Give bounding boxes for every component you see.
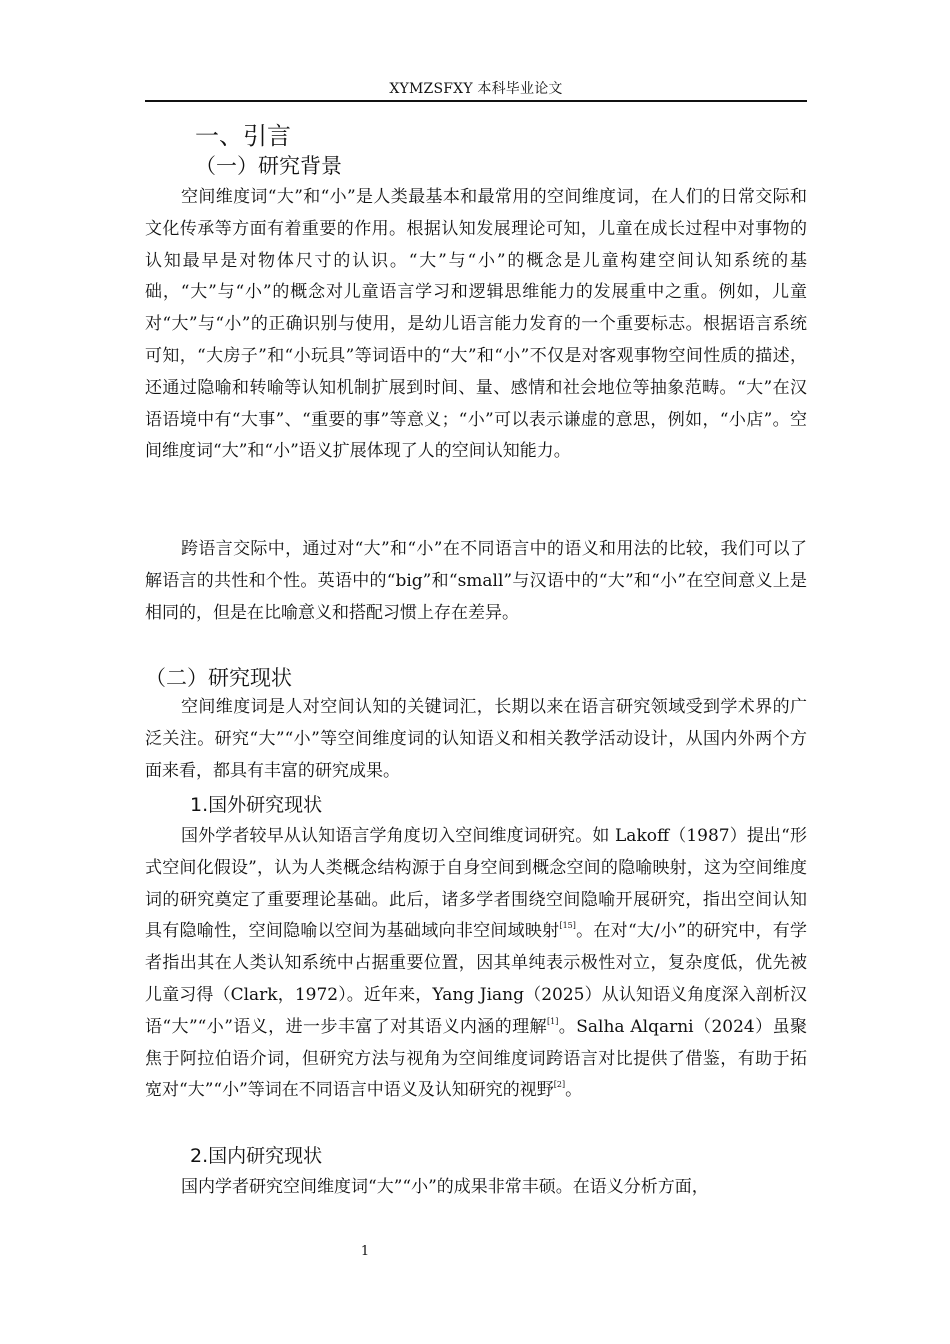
domestic-paragraph-1: 国内学者研究空间维度词“大”“小”的成果非常丰硕。在语义分析方面， [181, 1177, 709, 1197]
status-paragraph-1: 空间维度词是人对空间认知的关键词汇，长期以来在语言研究领域受到学术界的广泛关注。研究“大”“小”等空间维度词的认知语义和相关教学活动设计，从国内外两个方面来看，都具有丰富的研究成果。 [145, 697, 807, 781]
foreign-paragraph-1 [145, 821, 807, 1107]
citation-ref-1: [1] [547, 1016, 559, 1026]
subsection-heading-domestic: 2.国内研究现状 [190, 1145, 323, 1167]
header-rule [145, 100, 807, 102]
subsection-heading-foreign: 1.国外研究现状 [190, 794, 323, 816]
foreign-text-d: 。 [565, 1080, 583, 1101]
foreign-text-c: 。Salha Alqarni（2024）虽聚焦于阿拉伯语介词，但研究方法与视角为空间维度词跨语言对比提供了借鉴，有助于拓宽对“大”“小”等词在不同语言中语义及认知研究的视野 [145, 1016, 808, 1101]
background-paragraph-2: 跨语言交际中，通过对“大”和“小”在不同语言中的语义和用法的比较，我们可以了解语言的共性和个性。英语中的“big”和“small”与汉语中的“大”和“小”在空间意义上是相同的，但是在比喻意义和搭配习惯上存在差异。 [145, 539, 807, 623]
page-header: XYMZSFXY 本科毕业论文 [389, 81, 563, 97]
foreign-text-b: 。在对“大/小”的研究中，有学者指出其在人类认知系统中占据重要位置，因其单纯表示极性对立，复杂度低，优先被儿童习得（Clark，1972）。近年来，Yang Jiang（2025）从认知语义角度深入剖析汉语“大”“小”语义，进一步丰富了对其语义内涵的理解 [145, 921, 808, 1037]
section-heading-background: （一）研究背景 [195, 154, 342, 178]
citation-ref-2: [2] [553, 1080, 566, 1090]
section-heading-status: （二）研究现状 [145, 666, 292, 690]
background-paragraph-1: 空间维度词“大”和“小”是人类最基本和最常用的空间维度词，在人们的日常交际和文化传承等方面有着重要的作用。根据认知发展理论可知，儿童在成长过程中对事物的认知最早是对物体尺寸的认识。“大”与“小”的概念是儿童构建空间认知系统的基础，“大”与“小”的概念对儿童语言学习和逻辑思维能力的发展重中之重。例如，儿童对“大”与“小”的正确识别与使用，是幼儿语言能力发育的一个重要标志。根据语言系统可知，“大房子”和“小玩具”等词语中的“大”和“小”不仅是对客观事物空间性质的描述，还通过隐喻和转喻等认知机制扩展到时间、量、感情和社会地位等抽象范畴。“大”在汉语语境中有“大事”、“重要的事”等意义；“小”可以表示谦虚的意思，例如，“小店”。空间维度词“大”和“小”语义扩展体现了人的空间认知能力。 [145, 187, 807, 462]
page-number: 1 [360, 1244, 370, 1259]
foreign-text-a: 国外学者较早从认知语言学角度切入空间维度词研究。如 Lakoff（1987）提出“形式空间化假设”，认为人类概念结构源于自身空间到概念空间的隐喻映射，这为空间维度词的研究奠定了重要理论基础。此后，诸多学者围绕空间隐喻开展研究，指出空间认知具有隐喻性，空间隐喻以空间为基础域向非空间域映射 [145, 826, 807, 942]
chapter-heading: 一、引言 [195, 122, 291, 150]
citation-ref-15: [15] [559, 921, 576, 931]
